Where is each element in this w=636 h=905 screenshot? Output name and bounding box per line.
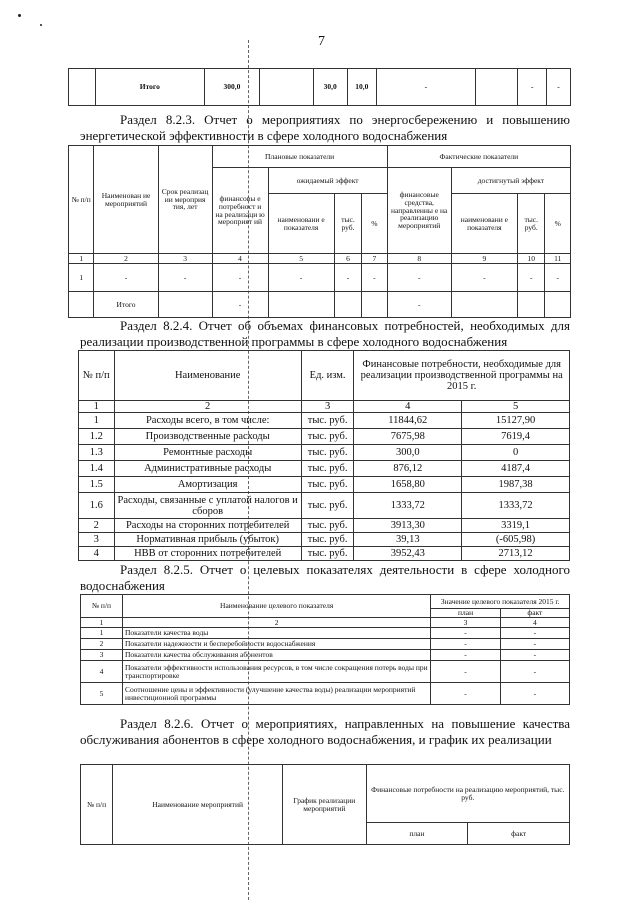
col-indicator: наименовани е показателя xyxy=(451,194,517,254)
scan-speck xyxy=(18,14,21,17)
row-plan: 7675,98 xyxy=(354,429,462,445)
total-label: Итого xyxy=(95,69,204,106)
row-name: НВВ от сторонних потребителей xyxy=(114,547,301,561)
col-term: Срок реализац ии мероприя тия, лет xyxy=(158,146,212,254)
row-fact: 7619,4 xyxy=(462,429,570,445)
row-fact: - xyxy=(500,661,569,683)
row-plan: 1333,72 xyxy=(354,493,462,519)
row-name: Показатели качества обслуживания абонентов xyxy=(122,650,430,661)
fact-header: Фактические показатели xyxy=(387,146,570,168)
row-plan: 300,0 xyxy=(354,445,462,461)
col-rub: тыс. руб. xyxy=(517,194,544,254)
row-name: Показатели эффективности использования ресурсов, в том числе сокращения потерь воды при транспортировке xyxy=(122,661,430,683)
row-unit: тыс. руб. xyxy=(301,519,354,533)
row-fact: 3319,1 xyxy=(462,519,570,533)
row-unit: тыс. руб. xyxy=(301,533,354,547)
table-row xyxy=(81,661,570,683)
total-value: - xyxy=(547,69,571,106)
num-cell: 1 xyxy=(69,254,94,264)
row-num: 1.5 xyxy=(79,477,115,493)
row-cell: - xyxy=(545,264,571,292)
row-cell: 1 xyxy=(69,264,94,292)
num-cell: 1 xyxy=(81,618,123,628)
row-plan: - xyxy=(431,628,500,639)
col-fin2: финансовые средства, направленны е на реализацию мероприятий xyxy=(387,168,451,254)
row-plan: - xyxy=(431,661,500,683)
section-heading-8-2-6: Раздел 8.2.6. Отчет о мероприятиях, направленных на повышение качества обслуживания абонентов в сфере холодного водоснабжения, и график их реализации xyxy=(80,716,570,747)
row-num: 5 xyxy=(81,683,123,705)
row-name: Ремонтные расходы xyxy=(114,445,301,461)
total-value: 300,0 xyxy=(205,69,260,106)
col-fin: Финансовые потребности на реализацию мероприятий, тыс. руб. xyxy=(366,765,569,823)
table-row xyxy=(79,445,570,461)
row-num: 1.3 xyxy=(79,445,115,461)
row-fact: 4187,4 xyxy=(462,461,570,477)
table-row xyxy=(79,519,570,533)
row-plan: 39,13 xyxy=(354,533,462,547)
row-num: 1.2 xyxy=(79,429,115,445)
col-plan: план xyxy=(431,609,500,618)
total-label: Итого xyxy=(94,292,158,318)
col-rub: тыс. руб. xyxy=(334,194,361,254)
row-num: 1.4 xyxy=(79,461,115,477)
row-fact: 15127,90 xyxy=(462,413,570,429)
col-pct: % xyxy=(362,194,387,254)
row-cell: - xyxy=(451,264,517,292)
num-cell: 10 xyxy=(517,254,544,264)
row-cell: - xyxy=(94,264,158,292)
col-fin: финансовы е потребност и на реализаци ю мероприят ий xyxy=(212,168,268,254)
table-row xyxy=(79,413,570,429)
table-row xyxy=(79,493,570,519)
row-num: 2 xyxy=(79,519,115,533)
row-unit: тыс. руб. xyxy=(301,413,354,429)
row-unit: тыс. руб. xyxy=(301,547,354,561)
num-cell: 5 xyxy=(462,401,570,413)
col-name: Наименование мероприятий xyxy=(113,765,283,845)
row-fact: 2713,12 xyxy=(462,547,570,561)
num-cell: 4 xyxy=(500,618,569,628)
col-num: № п/п xyxy=(81,765,113,845)
row-num: 1 xyxy=(79,413,115,429)
row-plan: 1658,80 xyxy=(354,477,462,493)
total-value: - xyxy=(376,69,475,106)
col-plan: план xyxy=(366,823,468,845)
num-cell: 4 xyxy=(354,401,462,413)
col-fact: факт xyxy=(500,609,569,618)
row-unit: тыс. руб. xyxy=(301,477,354,493)
total-value: 30,0 xyxy=(313,69,347,106)
row-name: Производственные расходы xyxy=(114,429,301,445)
scan-speck xyxy=(40,24,42,26)
row-unit: тыс. руб. xyxy=(301,461,354,477)
row-cell: - xyxy=(362,264,387,292)
num-cell: 3 xyxy=(431,618,500,628)
col-name: Наименование целевого показателя xyxy=(122,595,430,618)
row-num: 3 xyxy=(79,533,115,547)
row-fact: - xyxy=(500,683,569,705)
table-row xyxy=(79,533,570,547)
num-cell: 2 xyxy=(114,401,301,413)
col-pct: % xyxy=(545,194,571,254)
table-row xyxy=(79,547,570,561)
row-num: 1.6 xyxy=(79,493,115,519)
section-heading-8-2-3: Раздел 8.2.3. Отчет о мероприятиях по энергосбережению и повышению энергетической эффективности в сфере холодного водоснабжения xyxy=(80,112,570,143)
row-plan: 3913,30 xyxy=(354,519,462,533)
row-num: 3 xyxy=(81,650,123,661)
financial-needs-table xyxy=(78,350,570,561)
col-num: № п/п xyxy=(81,595,123,618)
row-num: 4 xyxy=(81,661,123,683)
row-num: 4 xyxy=(79,547,115,561)
total-row-table xyxy=(68,68,571,106)
table-row xyxy=(79,461,570,477)
row-cell: - xyxy=(334,264,361,292)
section-heading-8-2-4: Раздел 8.2.4. Отчет об объемах финансовых потребностей, необходимых для реализации производственной программы в сфере холодного водоснабжения xyxy=(80,318,570,349)
num-cell: 3 xyxy=(158,254,212,264)
row-unit: тыс. руб. xyxy=(301,445,354,461)
achieved-effect: достигнутый эффект xyxy=(451,168,570,194)
row-num: 2 xyxy=(81,639,123,650)
row-name: Административные расходы xyxy=(114,461,301,477)
row-plan: - xyxy=(431,683,500,705)
num-cell: 1 xyxy=(79,401,115,413)
row-fact: - xyxy=(500,628,569,639)
row-cell: - xyxy=(387,264,451,292)
plan-header: Плановые показатели xyxy=(212,146,387,168)
col-unit: Ед. изм. xyxy=(301,351,354,401)
row-fact: 1987,38 xyxy=(462,477,570,493)
num-cell: 6 xyxy=(334,254,361,264)
num-cell: 11 xyxy=(545,254,571,264)
service-quality-table xyxy=(80,764,570,845)
row-fact: 1333,72 xyxy=(462,493,570,519)
col-schedule: График реализации мероприятий xyxy=(283,765,366,845)
row-name: Расходы, связанные с уплатой налогов и сборов xyxy=(114,493,301,519)
energy-saving-table xyxy=(68,145,571,318)
row-fact: - xyxy=(500,639,569,650)
col-value: Значение целевого показателя 2015 г. xyxy=(431,595,570,609)
num-cell: 3 xyxy=(301,401,354,413)
total-value: - xyxy=(212,292,268,318)
row-fact: 0 xyxy=(462,445,570,461)
table-row xyxy=(81,639,570,650)
num-cell: 7 xyxy=(362,254,387,264)
total-value: 10,0 xyxy=(347,69,376,106)
row-name: Соотношение цены и эффективности (улучшение качества воды) реализации мероприятий инвестиционной программы xyxy=(122,683,430,705)
num-cell: 4 xyxy=(212,254,268,264)
row-cell: - xyxy=(212,264,268,292)
num-cell: 9 xyxy=(451,254,517,264)
target-indicators-table xyxy=(80,594,570,705)
row-cell: - xyxy=(268,264,334,292)
num-cell: 5 xyxy=(268,254,334,264)
row-name: Амортизация xyxy=(114,477,301,493)
table-row xyxy=(81,650,570,661)
row-name: Расходы всего, в том числе: xyxy=(114,413,301,429)
col-fin: Финансовые потребности, необходимые для реализации производственной программы на 2015 г. xyxy=(354,351,570,401)
section-heading-8-2-5: Раздел 8.2.5. Отчет о целевых показателях деятельности в сфере холодного водоснабжения xyxy=(80,562,570,593)
table-row xyxy=(81,628,570,639)
table-row xyxy=(79,477,570,493)
num-cell: 2 xyxy=(122,618,430,628)
row-plan: 11844,62 xyxy=(354,413,462,429)
row-fact: - xyxy=(500,650,569,661)
row-name: Показатели качества воды xyxy=(122,628,430,639)
col-fact: факт xyxy=(468,823,570,845)
table-row xyxy=(81,683,570,705)
row-plan: - xyxy=(431,639,500,650)
expected-effect: ожидаемый эффект xyxy=(268,168,387,194)
total-value: - xyxy=(387,292,451,318)
row-unit: тыс. руб. xyxy=(301,429,354,445)
col-name: Наименован ие мероприятий xyxy=(94,146,158,254)
table-row xyxy=(79,429,570,445)
row-cell: - xyxy=(517,264,544,292)
row-plan: 876,12 xyxy=(354,461,462,477)
row-plan: - xyxy=(431,650,500,661)
row-fact: (-605,98) xyxy=(462,533,570,547)
row-name: Нормативная прибыль (убыток) xyxy=(114,533,301,547)
page-number: 7 xyxy=(318,34,325,49)
total-value: - xyxy=(518,69,547,106)
row-unit: тыс. руб. xyxy=(301,493,354,519)
num-cell: 2 xyxy=(94,254,158,264)
col-name: Наименование xyxy=(114,351,301,401)
col-indicator: наименовани е показателя xyxy=(268,194,334,254)
row-plan: 3952,43 xyxy=(354,547,462,561)
col-num: № п/п xyxy=(79,351,115,401)
row-name: Расходы на сторонних потребителей xyxy=(114,519,301,533)
col-num: № п/п xyxy=(69,146,94,254)
row-cell: - xyxy=(158,264,212,292)
num-cell: 8 xyxy=(387,254,451,264)
row-name: Показатели надежности и бесперебойности водоснабжения xyxy=(122,639,430,650)
row-num: 1 xyxy=(81,628,123,639)
